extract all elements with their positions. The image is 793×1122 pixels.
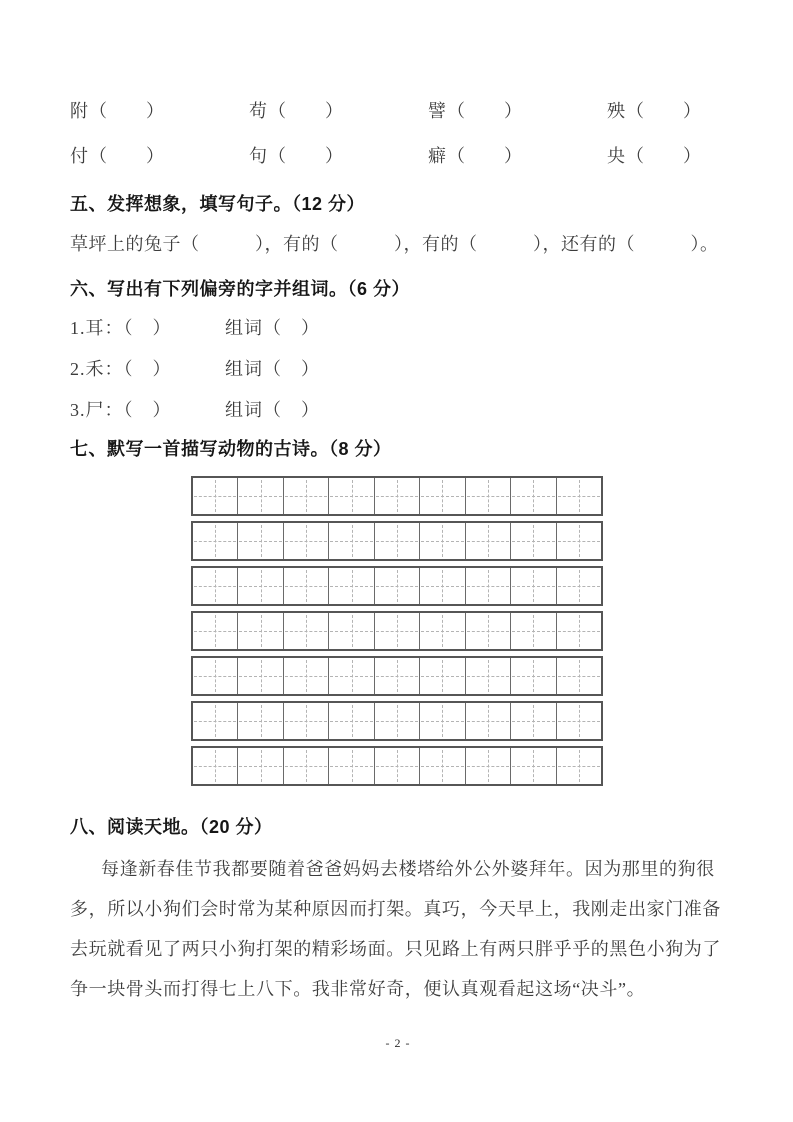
- writing-grid-cell: [375, 478, 420, 514]
- writing-grid-cell: [329, 613, 374, 649]
- writing-grid-cell: [420, 568, 465, 604]
- writing-grid-cell: [329, 703, 374, 739]
- radical-item: [70, 396, 726, 422]
- writing-grid-cell: [466, 523, 511, 559]
- writing-grid-cell: [284, 613, 329, 649]
- word-pair-cell: 苟（ ）: [249, 101, 344, 121]
- writing-grid-cell: [557, 568, 601, 604]
- writing-grid-cell: [238, 658, 283, 694]
- writing-grid-cell: [193, 658, 238, 694]
- reading-paragraph-line: 争一块骨头而打得七上八下。我非常好奇，便认真观看起这场“决斗”。: [70, 979, 646, 999]
- word-pair-cell: 央（ ）: [607, 146, 702, 166]
- writing-grid-cell: [557, 748, 601, 784]
- writing-grid-cell: [420, 748, 465, 784]
- zuci-label: 组词（ ）: [225, 400, 320, 420]
- radical-label: 3.尸：（ ）: [70, 400, 172, 420]
- word-pair-cell: 附（ ）: [70, 101, 165, 121]
- page-number: - 2 -: [385, 1036, 411, 1050]
- writing-grid-cell: [193, 613, 238, 649]
- word-pair-cell: 句（ ）: [249, 146, 344, 166]
- writing-grid-cell: [238, 613, 283, 649]
- writing-grid-cell: [284, 478, 329, 514]
- writing-grid-cell: [238, 568, 283, 604]
- writing-grid: [191, 476, 603, 791]
- writing-grid-cell: [193, 748, 238, 784]
- writing-grid-cell: [466, 478, 511, 514]
- reading-paragraph: [70, 849, 726, 1009]
- writing-grid-cell: [511, 658, 556, 694]
- writing-grid-cell: [284, 703, 329, 739]
- writing-grid-cell: [329, 523, 374, 559]
- zuci-label: 组词（ ）: [225, 359, 320, 379]
- writing-grid-cell: [375, 568, 420, 604]
- writing-grid-cell: [420, 613, 465, 649]
- word-pair-row: [70, 142, 702, 168]
- writing-grid-cell: [375, 703, 420, 739]
- writing-grid-cell: [420, 703, 465, 739]
- writing-grid-cell: [238, 748, 283, 784]
- word-pair-row: [70, 97, 702, 123]
- writing-grid-cell: [284, 523, 329, 559]
- writing-grid-cell: [284, 748, 329, 784]
- writing-grid-cell: [511, 478, 556, 514]
- radical-label: 1.耳：（ ）: [70, 318, 172, 338]
- writing-grid-row: [191, 701, 603, 741]
- writing-grid-cell: [329, 478, 374, 514]
- writing-grid-cell: [193, 523, 238, 559]
- radical-item: [70, 314, 726, 340]
- writing-grid-cell: [557, 613, 601, 649]
- writing-grid-cell: [238, 703, 283, 739]
- writing-grid-cell: [557, 523, 601, 559]
- writing-grid-cell: [511, 613, 556, 649]
- word-pair-cell: 譬（ ）: [428, 101, 523, 121]
- word-pair-cell: 殃（ ）: [607, 101, 702, 121]
- writing-grid-cell: [329, 748, 374, 784]
- radical-label: 2.禾：（ ）: [70, 359, 172, 379]
- writing-grid-cell: [193, 703, 238, 739]
- section7-heading: 七、默写一首描写动物的古诗。（8 分）: [70, 439, 392, 459]
- fill-in-sentence: 草坪上的兔子（ ），有的（ ），有的（ ），还有的（ ）。: [70, 234, 719, 254]
- word-pair-cell: 付（ ）: [70, 146, 165, 166]
- radical-item: [70, 355, 726, 381]
- writing-grid-cell: [375, 523, 420, 559]
- writing-grid-cell: [238, 523, 283, 559]
- writing-grid-row: [191, 746, 603, 786]
- writing-grid-cell: [557, 703, 601, 739]
- writing-grid-cell: [511, 523, 556, 559]
- writing-grid-cell: [511, 703, 556, 739]
- reading-paragraph-line: 去玩就看见了两只小狗打架的精彩场面。只见路上有两只胖乎乎的黑色小狗为了: [70, 939, 721, 959]
- zuci-label: 组词（ ）: [225, 318, 320, 338]
- writing-grid-row: [191, 476, 603, 516]
- word-pair-cell: 癖（ ）: [428, 146, 523, 166]
- section5-heading: 五、发挥想象，填写句子。（12 分）: [70, 194, 366, 214]
- writing-grid-cell: [375, 748, 420, 784]
- writing-grid-row: [191, 656, 603, 696]
- writing-grid-cell: [511, 748, 556, 784]
- writing-grid-cell: [466, 613, 511, 649]
- writing-grid-cell: [466, 568, 511, 604]
- writing-grid-cell: [420, 658, 465, 694]
- writing-grid-cell: [193, 478, 238, 514]
- writing-grid-cell: [238, 478, 283, 514]
- writing-grid-cell: [557, 658, 601, 694]
- writing-grid-cell: [420, 523, 465, 559]
- writing-grid-cell: [466, 703, 511, 739]
- writing-grid-row: [191, 521, 603, 561]
- writing-grid-row: [191, 566, 603, 606]
- reading-paragraph-line: 每逢新春佳节我都要随着爸爸妈妈去楼塔给外公外婆拜年。因为那里的狗很: [101, 859, 715, 879]
- writing-grid-row: [191, 611, 603, 651]
- writing-grid-cell: [511, 568, 556, 604]
- writing-grid-cell: [420, 478, 465, 514]
- writing-grid-cell: [329, 658, 374, 694]
- section8-heading: 八、阅读天地。（20 分）: [70, 817, 273, 837]
- section6-heading: 六、写出有下列偏旁的字并组词。（6 分）: [70, 279, 411, 299]
- writing-grid-cell: [557, 478, 601, 514]
- writing-grid-cell: [193, 568, 238, 604]
- writing-grid-cell: [466, 658, 511, 694]
- writing-grid-cell: [284, 568, 329, 604]
- writing-grid-cell: [375, 613, 420, 649]
- reading-paragraph-line: 多，所以小狗们会时常为某种原因而打架。真巧，今天早上，我刚走出家门准备: [70, 899, 721, 919]
- writing-grid-cell: [466, 748, 511, 784]
- writing-grid-cell: [284, 658, 329, 694]
- writing-grid-cell: [329, 568, 374, 604]
- writing-grid-cell: [375, 658, 420, 694]
